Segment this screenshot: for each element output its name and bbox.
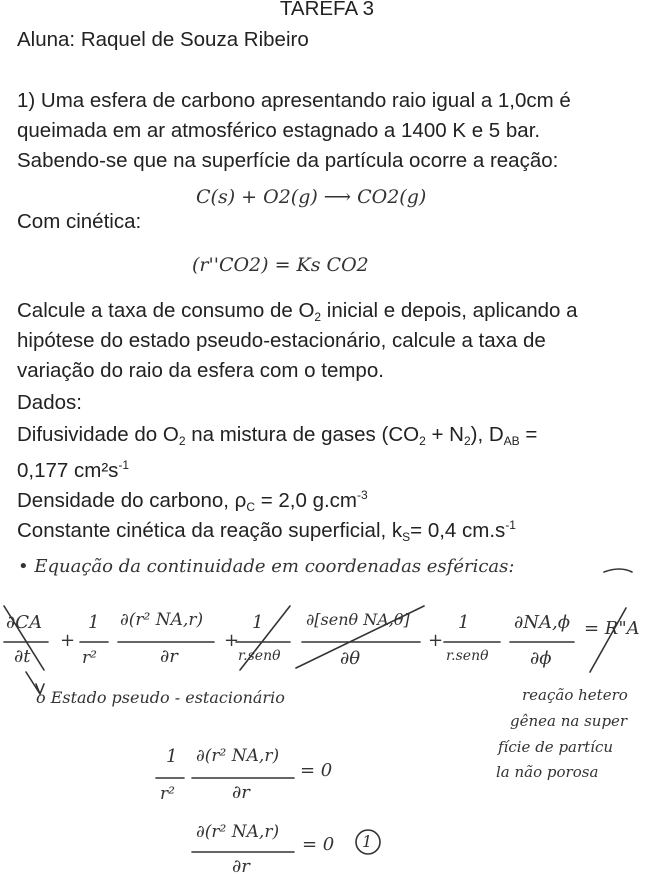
term3-denominator: ∂θ [340,648,361,669]
term4-denominator: ∂ϕ [530,648,552,669]
side-note: gênea na super [510,712,628,730]
term2-denominator: ∂r [160,646,178,667]
problem-text: Calcule a taxa de consumo de $O_2$ inicial e depois, aplicando a [17,299,578,324]
continuity-heading: • Equação da continuidade em coordenadas esféricas: [18,556,515,577]
problem-text: variação do raio da esfera com o tempo. [17,359,384,382]
reaction-equation: C(s) + O2(g) ⟶ CO2(g) [196,186,427,208]
side-note: fície de partícu [498,738,614,756]
diffusivity-value: 0,177 $cm^2s^{-1}$ [17,458,130,482]
plus-sign: + [224,630,240,651]
term3-numerator: ∂[senθ NA,θ] [306,610,410,629]
side-note: la não porosa [496,763,599,781]
eq1-rhs: = 0 [300,760,333,781]
eq2-denominator: ∂r [232,856,250,877]
term4-numerator: ∂NA,ϕ [514,612,571,633]
side-note: reação hetero [522,686,628,704]
term2-numerator: ∂(r² NA,r) [120,610,204,630]
problem-text: Sabendo-se que na superfície da partícula ocorre a reação: [17,149,559,172]
eq2-rhs: = 0 [302,834,335,855]
data-label: Dados: [17,391,82,414]
term2-coef-den: r² [82,648,97,668]
term3-coef-num: 1 [252,612,264,633]
pseudo-steady-state-note: o Estado pseudo - estacionário [36,688,285,707]
rate-constant-line: Constante cinética da reação superficial, $k_S= 0,4$ $cm.s^{-1}$ [17,518,516,544]
eq1-numerator: ∂(r² NA,r) [196,746,280,766]
eq2-numerator: ∂(r² NA,r) [196,822,280,842]
student-name: Aluna: Raquel de Souza Ribeiro [17,28,309,51]
problem-text: queimada em ar atmosférico estagnado a 1400 K e 5 bar. [17,119,541,142]
term3-coef-den: r.senθ [238,648,281,664]
term1-numerator: ∂CA [6,612,43,633]
term2-coef-num: 1 [88,612,100,633]
rate-law: (r''CO2) = Ks CO2 [192,254,369,276]
equation-rhs: = R"A [584,618,640,639]
eq1-coef-den: r² [160,784,175,804]
density-line: Densidade do carbono, $\rho_C = 2,0$ $g.cm^{-3}$ [17,488,368,514]
page-title: TAREFA 3 [279,0,375,20]
plus-sign: + [60,630,76,651]
diffusivity-line: Difusividade do $O_2$ na mistura de gases $(CO_2 + N_2)$, $D_{AB}$ = [17,423,538,448]
term4-coef-num: 1 [458,612,470,633]
eq1-denominator: ∂r [232,782,250,803]
term1-denominator: ∂t [14,646,31,667]
problem-text: 1) Uma esfera de carbono apresentando raio igual a 1,0cm é [17,89,571,112]
equation-tag: 1 [362,832,373,851]
problem-text: hipótese do estado pseudo-estacionário, calcule a taxa de [17,329,546,352]
term4-coef-den: r.senθ [446,648,489,664]
kinetics-label: Com cinética: [17,210,142,233]
underline-stroke [604,569,632,572]
eq1-coef-num: 1 [166,746,178,767]
plus-sign: + [428,630,444,651]
